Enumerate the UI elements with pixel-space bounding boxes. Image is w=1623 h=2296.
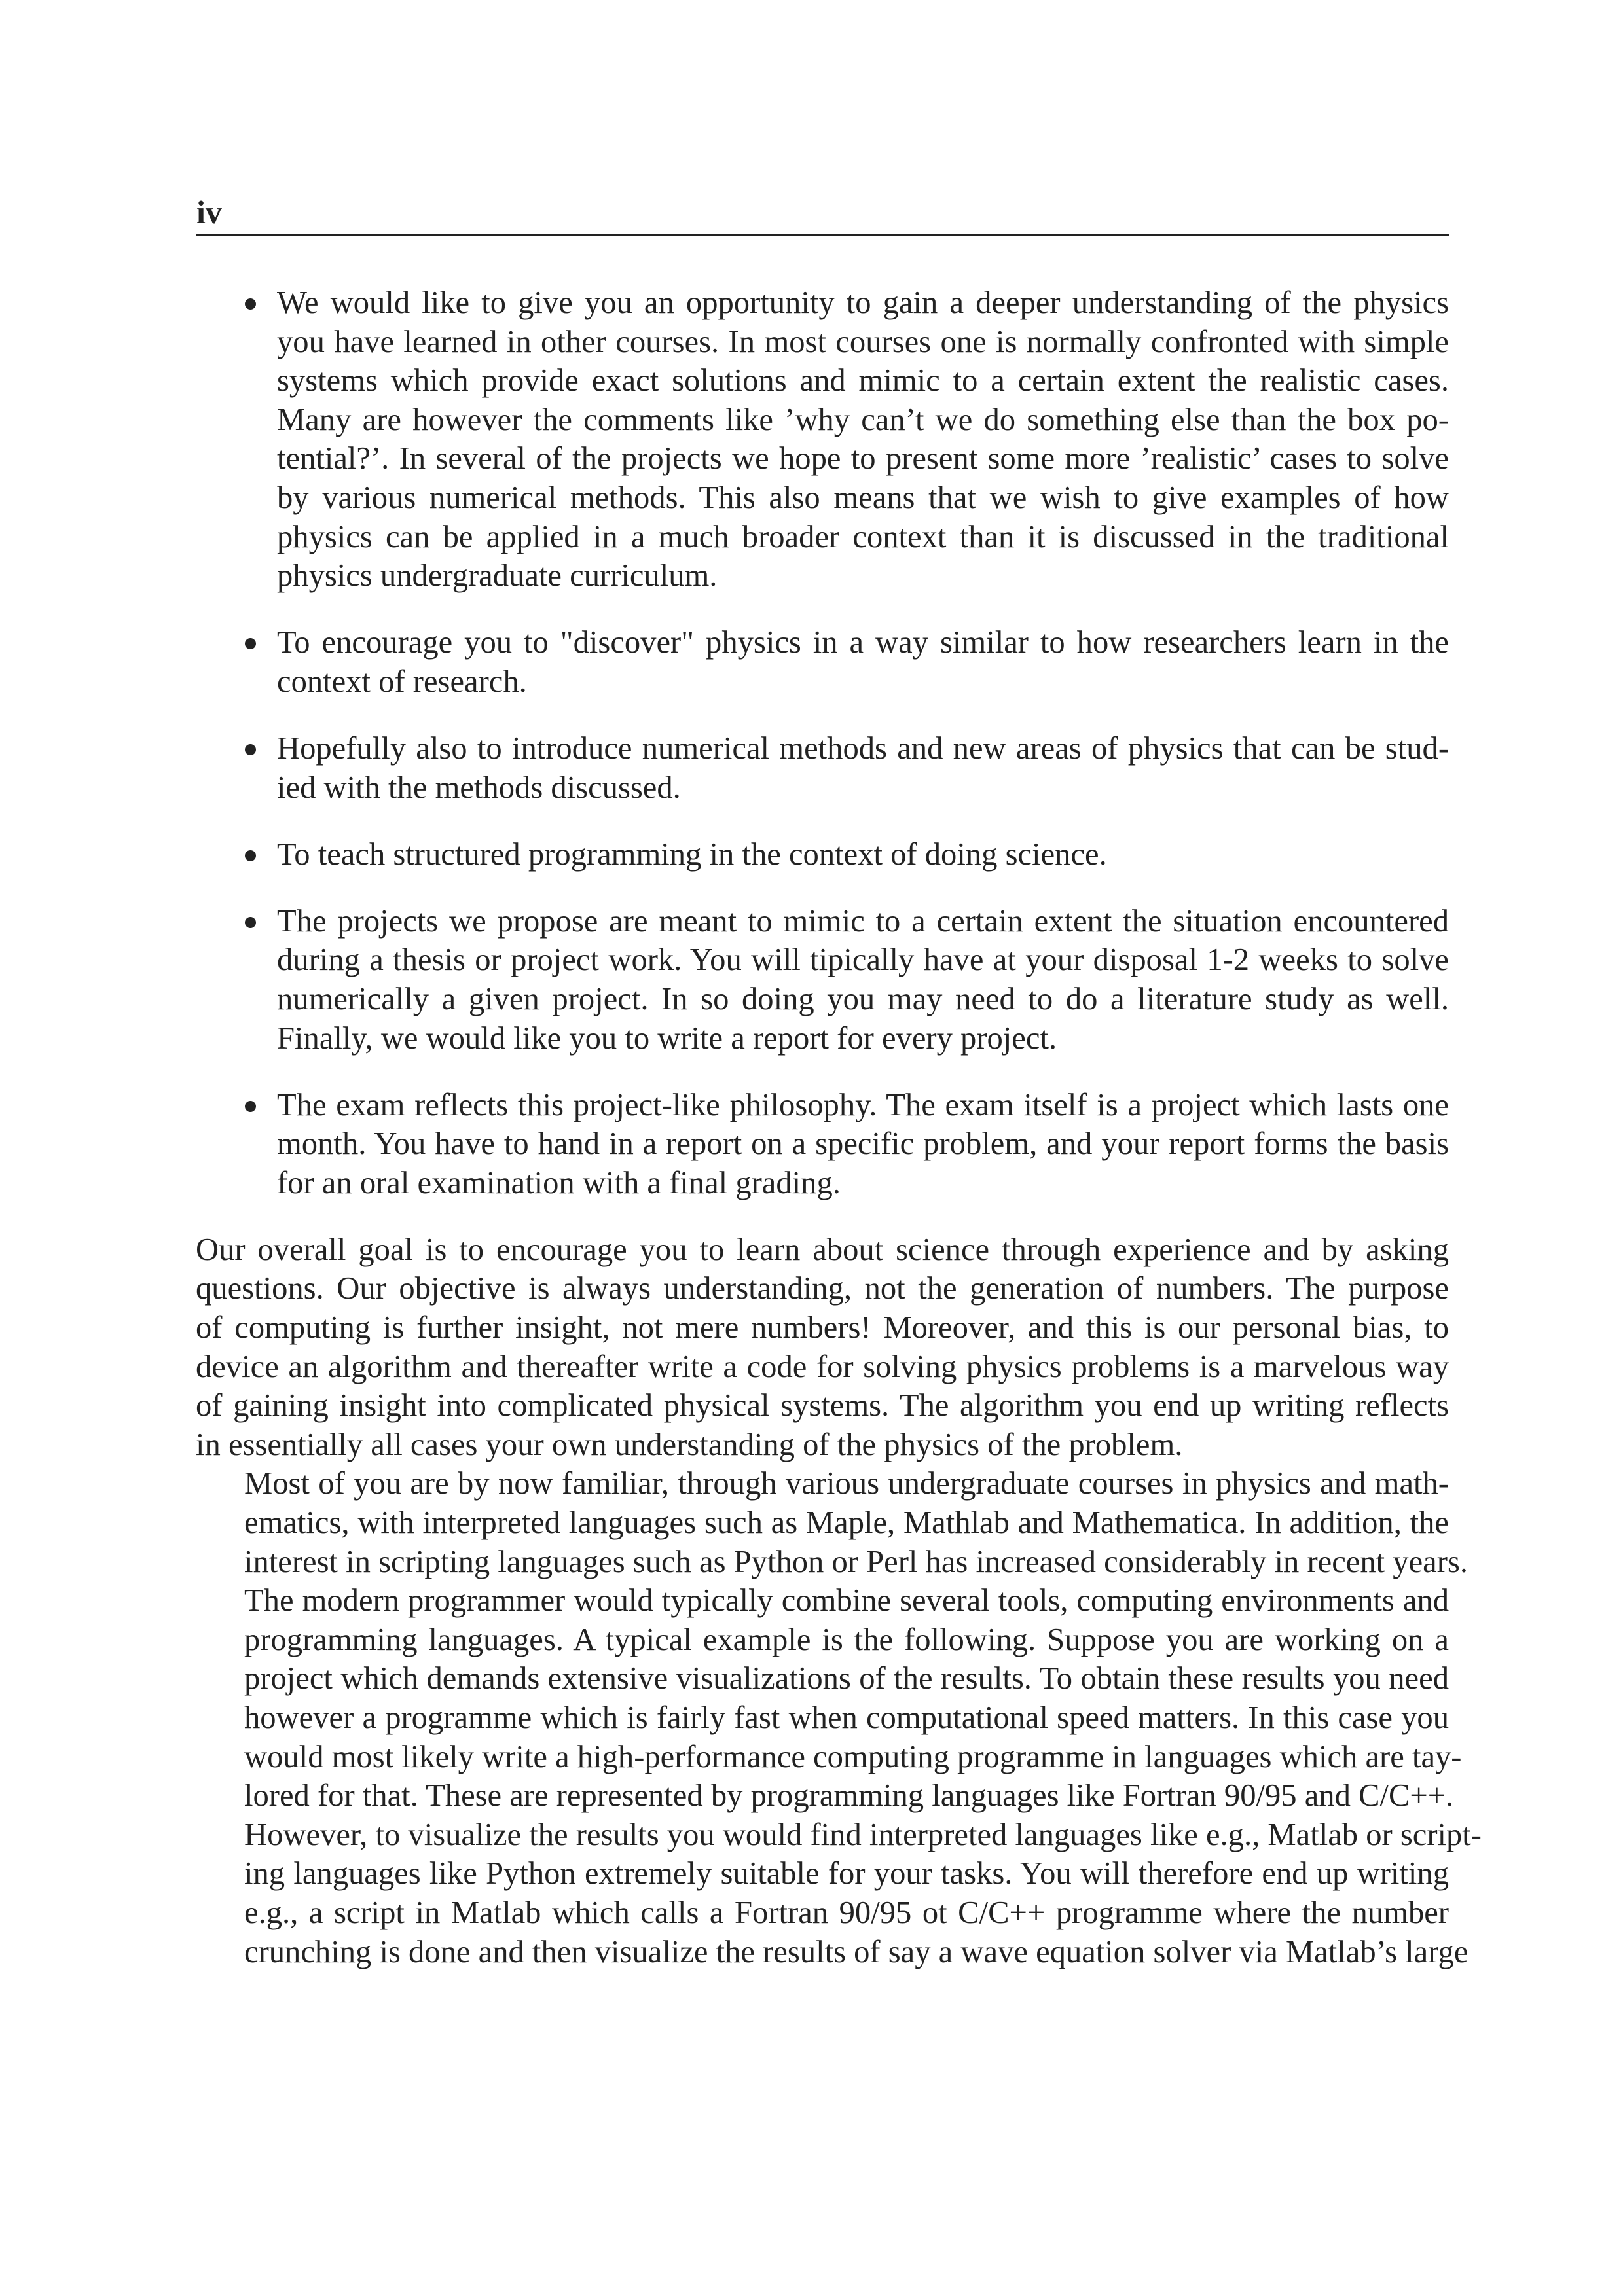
text-line: by various numerical methods. This also means that we wish to give examples of how — [277, 479, 1449, 515]
text-line: However, to visualize the results you would find interpreted languages like e.g., Matlab or script- — [244, 1816, 1482, 1852]
text-line: The projects we propose are meant to mimic to a certain extent the situation encountered — [277, 903, 1449, 939]
text-line: during a thesis or project work. You will tipically have at your disposal 1-2 weeks to solve — [277, 942, 1449, 978]
text-line: lored for that. These are represented by programming languages like Fortran 90/95 and C/C++. — [244, 1778, 1454, 1814]
text-line: programming languages. A typical example is the following. Suppose you are working on a — [244, 1621, 1449, 1657]
bullet-icon — [245, 744, 256, 755]
bullet-text — [277, 835, 1449, 874]
paragraph-programming-languages — [196, 1464, 1482, 1971]
bullet-item — [196, 729, 1449, 807]
bullet-text — [277, 283, 1449, 596]
text-line: systems which provide exact solutions and mimic to a certain extent the realistic cases. — [277, 363, 1449, 399]
text-line: numerically a given project. In so doing you may need to do a literature study as well. — [277, 980, 1449, 1016]
text-line: The modern programmer would typically combine several tools, computing environments and — [244, 1583, 1449, 1619]
bullet-text — [277, 623, 1449, 701]
bullet-icon — [245, 850, 256, 861]
text-line: ing languages like Python extremely suitable for your tasks. You will therefore end up writing — [244, 1856, 1449, 1892]
bullet-icon — [245, 1101, 256, 1112]
text-line: Many are however the comments like ’why can’t we do something else than the box po- — [277, 401, 1449, 437]
text-line: crunching is done and then visualize the results of say a wave equation solver via Matlab’s large — [244, 1933, 1468, 1969]
goals-bullet-list — [196, 283, 1449, 1202]
text-line: Hopefully also to introduce numerical methods and new areas of physics that can be stud- — [277, 730, 1449, 766]
text-line: Finally, we would like you to write a report for every project. — [277, 1020, 1057, 1056]
text-line: The exam reflects this project-like philosophy. The exam itself is a project which lasts one — [277, 1086, 1449, 1122]
header-rule — [196, 234, 1449, 236]
bullet-item — [196, 1086, 1449, 1203]
text-line: We would like to give you an opportunity to gain a deeper understanding of the physics — [277, 285, 1449, 320]
text-line: device an algorithm and thereafter write a code for solving physics problems is a marvelous way — [196, 1348, 1449, 1384]
bullet-item — [196, 835, 1449, 874]
text-line: To teach structured programming in the context of doing science. — [277, 836, 1107, 872]
bullet-item — [196, 623, 1449, 701]
text-line: tential?’. In several of the projects we hope to present some more ’realistic’ cases to solve — [277, 440, 1449, 476]
text-line: Our overall goal is to encourage you to learn about science through experience and by asking — [196, 1231, 1449, 1267]
text-line: would most likely write a high-performance computing programme in languages which are tay- — [244, 1738, 1462, 1774]
text-line: ematics, with interpreted languages such as Maple, Mathlab and Mathematica. In addition, the — [244, 1505, 1449, 1541]
text-line: project which demands extensive visualizations of the results. To obtain these results you need — [244, 1660, 1449, 1696]
text-line: ied with the methods discussed. — [277, 769, 681, 805]
bullet-icon — [245, 638, 256, 649]
text-line: physics can be applied in a much broader context than it is discussed in the traditional — [277, 518, 1449, 554]
text-line: To encourage you to "discover" physics in a way similar to how researchers learn in the — [277, 624, 1449, 660]
bullet-icon — [245, 298, 256, 310]
bullet-text — [277, 1086, 1449, 1203]
text-line: in essentially all cases your own understanding of the physics of the problem. — [196, 1426, 1183, 1462]
text-line: e.g., a script in Matlab which calls a Fortran 90/95 ot C/C++ programme where the number — [244, 1894, 1449, 1930]
bullet-item — [196, 902, 1449, 1058]
text-line: physics undergraduate curriculum. — [277, 558, 718, 594]
text-line: for an oral examination with a final grading. — [277, 1164, 841, 1200]
paragraph-overall-goal — [196, 1230, 1449, 1465]
bullet-text — [277, 902, 1449, 1058]
bullet-text — [277, 729, 1449, 807]
text-line: questions. Our objective is always understanding, not the generation of numbers. The purpose — [196, 1270, 1449, 1306]
text-line: Most of you are by now familiar, through various undergraduate courses in physics and math- — [244, 1465, 1449, 1501]
page-body — [196, 283, 1482, 1971]
bullet-icon — [245, 917, 256, 928]
text-line: however a programme which is fairly fast when computational speed matters. In this case you — [244, 1700, 1449, 1735]
text-line: month. You have to hand in a report on a specific problem, and your report forms the basis — [277, 1126, 1449, 1162]
text-line: context of research. — [277, 663, 527, 699]
text-line: interest in scripting languages such as Python or Perl has increased considerably in recent years. — [244, 1543, 1468, 1579]
page-number: iv — [196, 194, 222, 230]
bullet-item — [196, 283, 1449, 596]
text-line: you have learned in other courses. In most courses one is normally confronted with simple — [277, 323, 1449, 359]
page-header — [196, 194, 1449, 236]
text-line: of gaining insight into complicated physical systems. The algorithm you end up writing reflects — [196, 1388, 1449, 1424]
text-line: of computing is further insight, not mere numbers! Moreover, and this is our personal bias, to — [196, 1310, 1449, 1346]
